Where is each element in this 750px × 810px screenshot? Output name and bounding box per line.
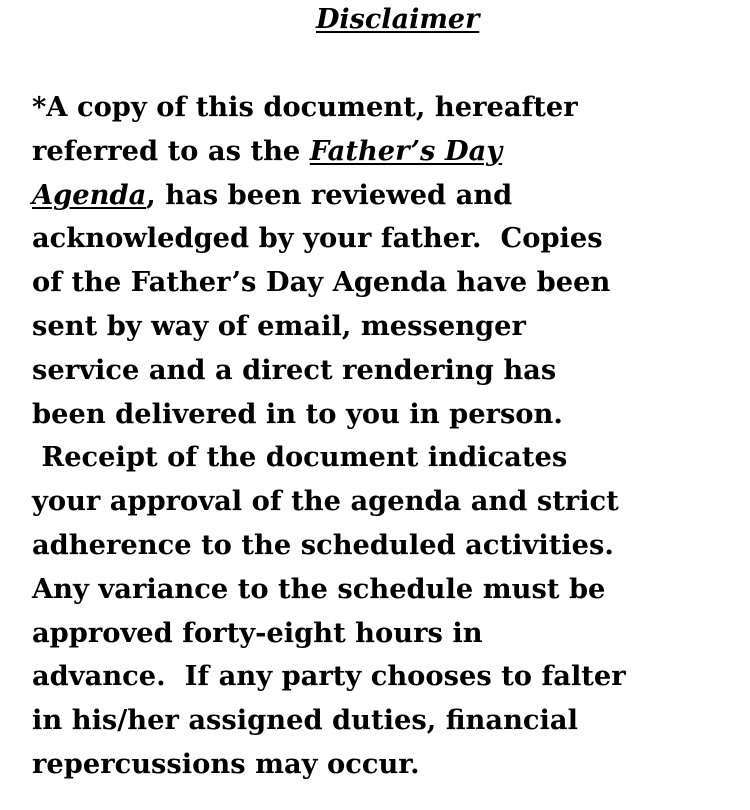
text-segment: Receipt of the document indicates xyxy=(32,441,568,474)
document-title: Disclaimer xyxy=(316,4,480,35)
text-segment: approved forty-eight hours in xyxy=(32,616,483,649)
text-segment: adherence to the scheduled activities. xyxy=(32,528,614,561)
paragraph-line xyxy=(32,217,732,261)
paragraph-line xyxy=(32,436,732,480)
paragraph-line xyxy=(32,261,732,305)
paragraph-line xyxy=(32,655,732,699)
text-segment: in his/her assigned duties, financial xyxy=(32,704,578,737)
paragraph-line xyxy=(32,130,732,174)
text-segment: advance. If any party chooses to falter xyxy=(32,660,626,693)
text-segment: your approval of the agenda and strict xyxy=(32,485,619,518)
text-segment: Any variance to the schedule must be xyxy=(32,572,606,605)
paragraph-line xyxy=(32,568,732,612)
text-segment: of the Father’s Day Agenda have been xyxy=(32,266,611,299)
text-segment: , has been reviewed and xyxy=(146,178,513,211)
paragraph-line xyxy=(32,743,732,787)
emphasized-term: Agenda xyxy=(32,178,147,211)
text-segment: acknowledged by your father. Copies xyxy=(32,222,603,255)
paragraph-line xyxy=(32,524,732,568)
paragraph-line xyxy=(32,612,732,656)
paragraph-line xyxy=(32,305,732,349)
paragraph-line xyxy=(32,174,732,218)
paragraph-line xyxy=(32,480,732,524)
paragraph-line xyxy=(32,86,732,130)
paragraph-line xyxy=(32,699,732,743)
text-segment: *A copy of this document, hereafter xyxy=(32,91,578,123)
text-segment: sent by way of email, messenger xyxy=(32,309,526,342)
text-segment: service and a direct rendering has xyxy=(32,353,557,386)
text-segment: been delivered in to you in person. xyxy=(32,397,563,430)
text-segment: repercussions may occur. xyxy=(32,747,420,780)
emphasized-term: Father’s Day xyxy=(309,134,503,167)
paragraph-line xyxy=(32,349,732,393)
disclaimer-paragraph xyxy=(32,86,732,787)
paragraph-line xyxy=(32,393,732,437)
text-segment: referred to as the xyxy=(32,134,310,167)
